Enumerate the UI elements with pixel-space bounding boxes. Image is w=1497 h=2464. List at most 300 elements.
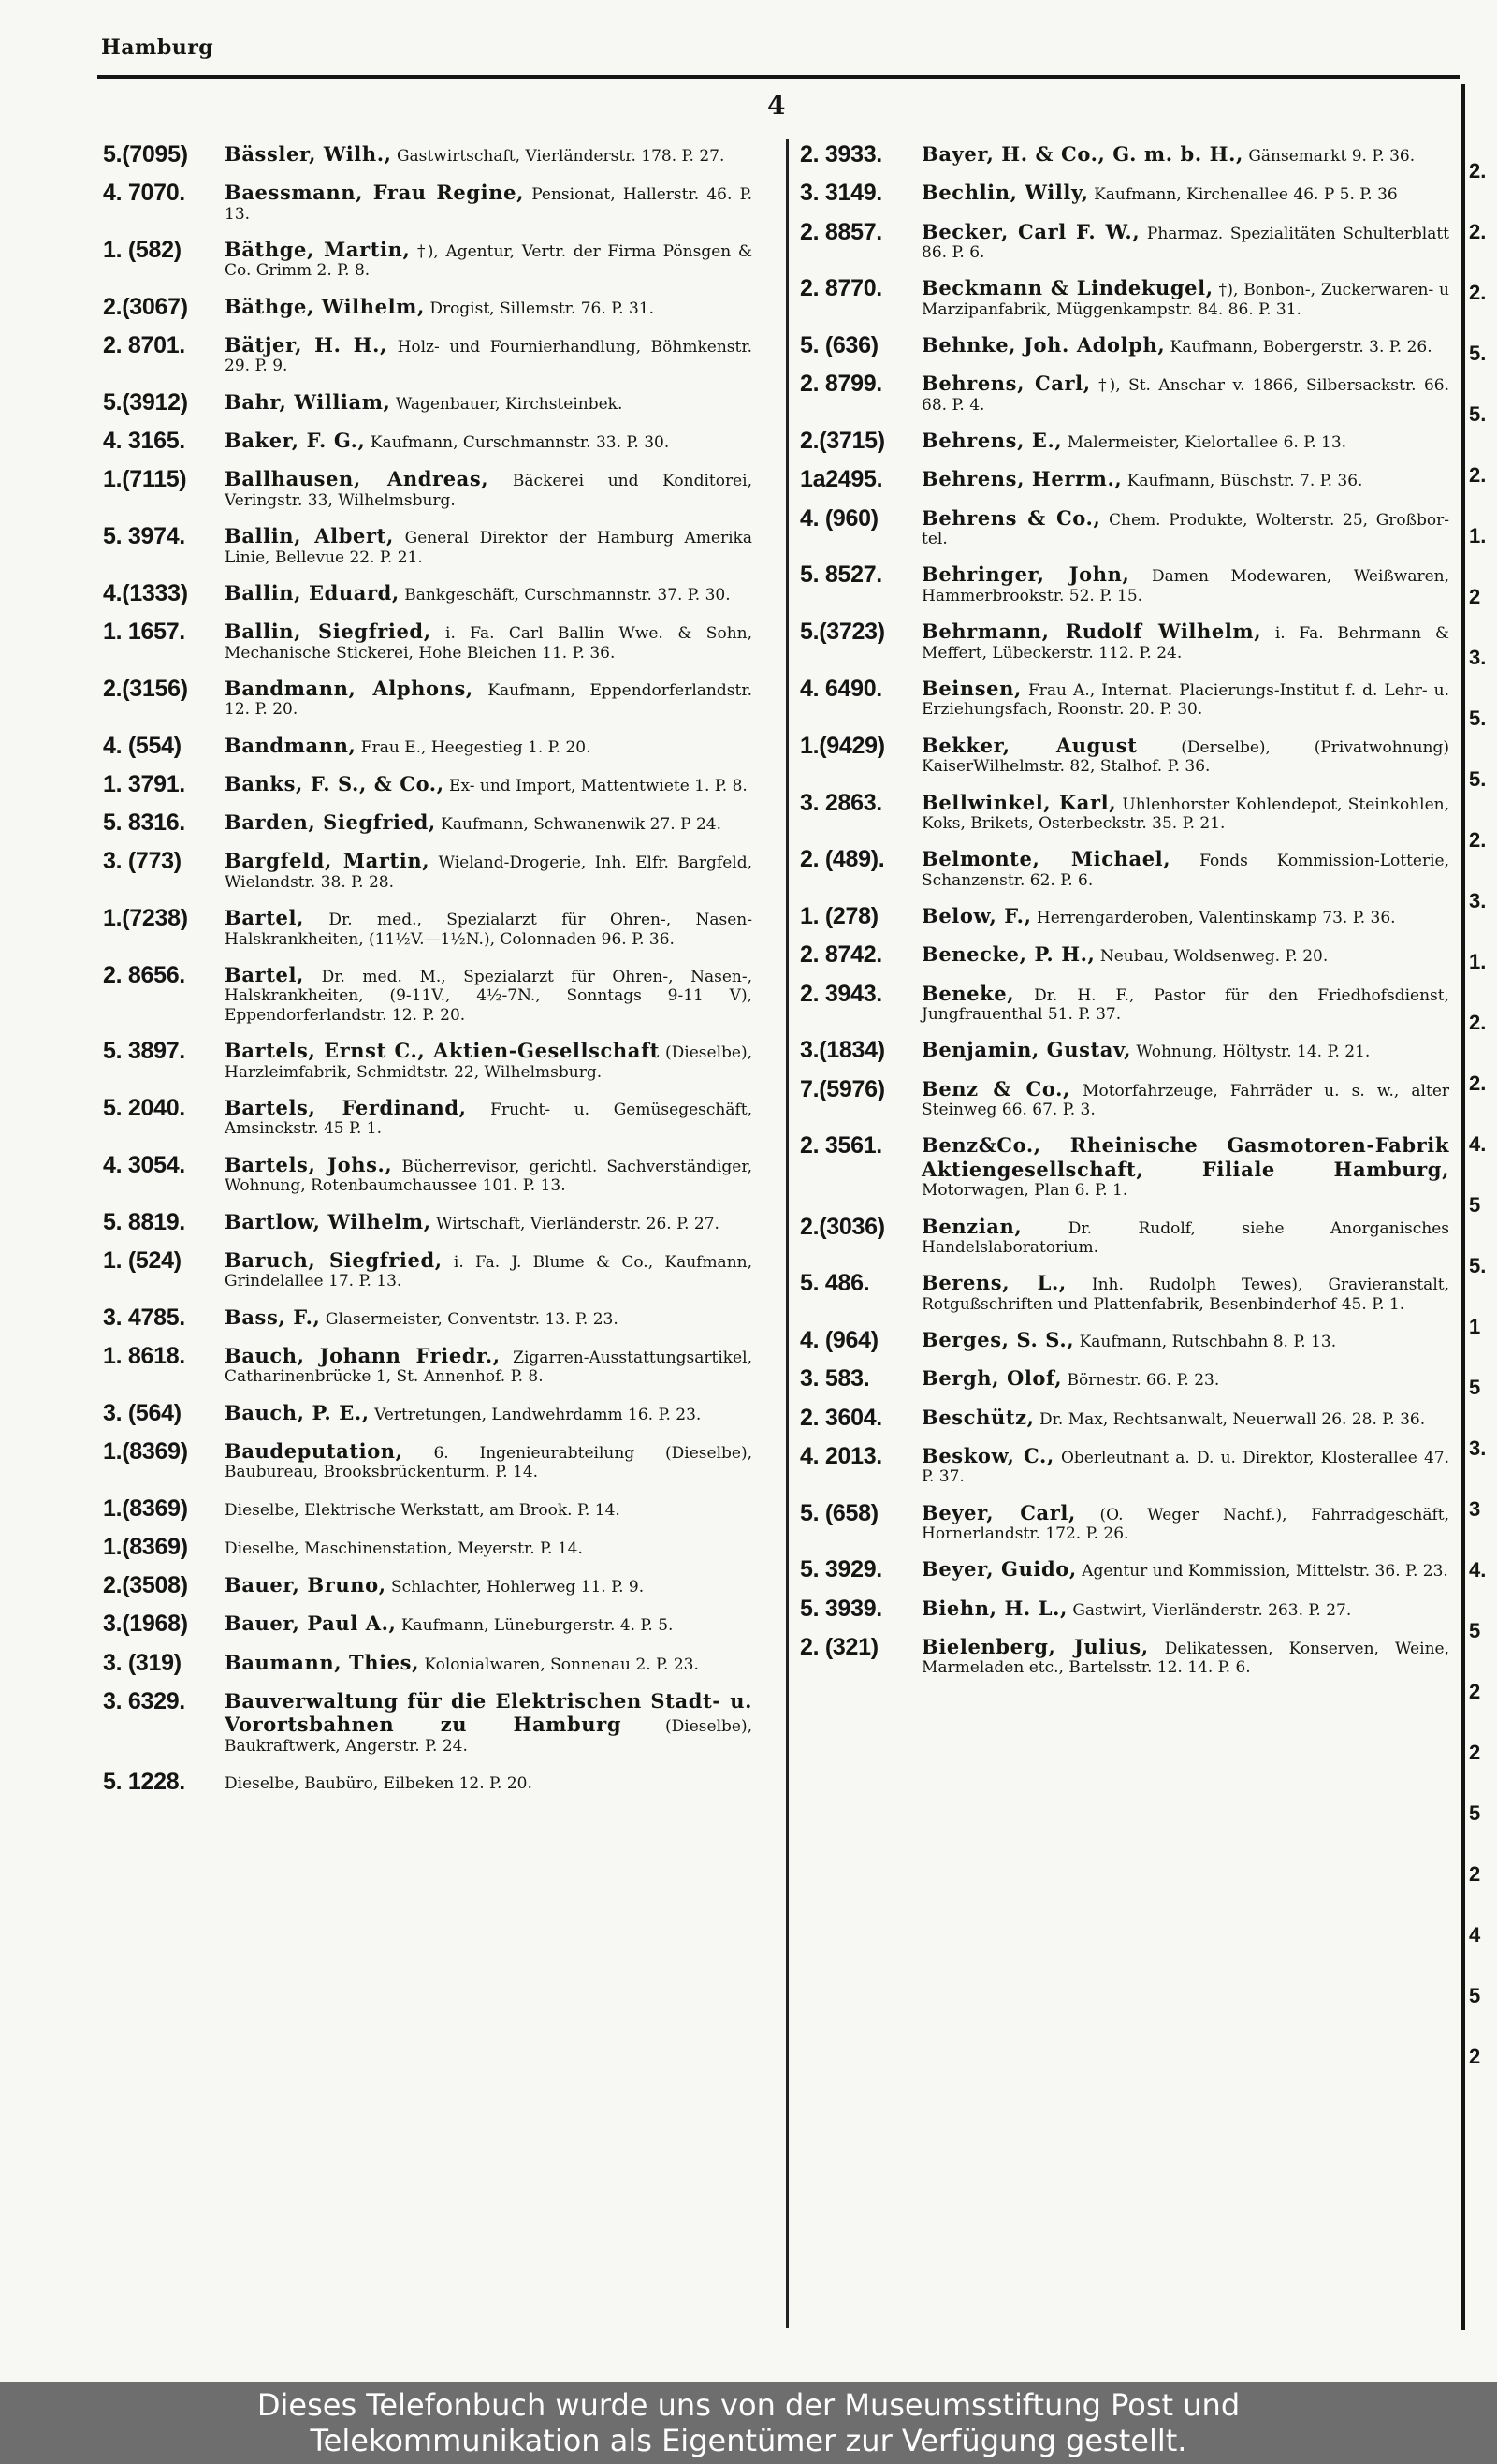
right-column — [800, 142, 1455, 1692]
phone-number: 5. (636) — [800, 332, 879, 359]
subscriber-detail: Dr. med., Spezialarzt für Ohren-, Nasen- Halskrankheiten, (11½V.—1½N.), Colonnaden 96. P. 36. — [225, 911, 753, 949]
directory-entry — [103, 1401, 758, 1425]
adjacent-page-number: 2 — [1469, 1741, 1481, 1764]
adjacent-page-number: 2 — [1469, 1862, 1481, 1886]
subscriber-name: Bätjer, H. H., — [225, 333, 387, 357]
subscriber-name: Becker, Carl F. W., — [922, 219, 1141, 243]
directory-entry — [800, 1366, 1455, 1391]
phone-number: 5. 3897. — [103, 1038, 185, 1065]
subscriber-detail: Damen Modewaren, Weißwaren, Hammerbrookstr. 52. P. 15. — [922, 567, 1449, 605]
adjacent-page-number: 3 — [1469, 1497, 1481, 1521]
subscriber-detail: Neubau, Woldsenweg. P. 20. — [1099, 947, 1329, 967]
phone-number: 1. (524) — [103, 1247, 182, 1274]
phone-number: 2. 8857. — [800, 218, 882, 245]
subscriber-name: Behrens, Herrm., — [922, 467, 1123, 491]
adjacent-page-number: 4. — [1469, 1132, 1487, 1156]
directory-entry — [800, 904, 1455, 928]
subscriber-detail: Ex- und Import, Mattentwiete 1. P. 8. — [449, 776, 748, 795]
entry-text — [922, 1038, 1455, 1061]
phone-number: 4. (554) — [103, 732, 182, 759]
subscriber-detail: Schlachter, Hohlerweg 11. P. 9. — [391, 1578, 645, 1597]
entry-text — [225, 620, 758, 663]
phone-number: 2. 8742. — [800, 941, 882, 969]
entry-text — [225, 1039, 758, 1082]
phone-number: 2. 8656. — [103, 962, 185, 989]
subscriber-name: Bäthge, Wilhelm, — [225, 294, 425, 318]
phone-number: 2. 3604. — [800, 1404, 882, 1431]
entry-text — [225, 390, 758, 414]
adjacent-page-numbers — [1469, 159, 1497, 2106]
entry-text — [922, 620, 1455, 663]
subscriber-detail: Dieselbe, Maschinenstation, Meyerstr. P. 14. — [225, 1538, 583, 1558]
subscriber-detail: Herrengarderoben, Valentinskamp 73. P. 36. — [1036, 909, 1396, 928]
adjacent-page-number: 2 — [1469, 2045, 1481, 2068]
entry-text — [922, 1501, 1455, 1544]
subscriber-name: Beinsen, — [922, 676, 1022, 700]
subscriber-name: Bandmann, Alphons, — [225, 676, 473, 700]
entry-text — [922, 181, 1455, 204]
subscriber-name: Ballin, Eduard, — [225, 580, 400, 605]
phone-number: 2.(3156) — [103, 675, 188, 702]
subscriber-name: Baker, F. G., — [225, 429, 366, 453]
subscriber-name: Bauch, P. E., — [225, 1400, 370, 1424]
directory-entry — [103, 1573, 758, 1597]
subscriber-name: Beyer, Guido, — [922, 1557, 1077, 1582]
subscriber-detail: Dieselbe, Baubüro, Eilbeken 12. P. 20. — [225, 1774, 532, 1794]
phone-number: 2.(3508) — [103, 1572, 188, 1599]
entry-text — [922, 1271, 1455, 1314]
subscriber-name: Berens, L., — [922, 1271, 1067, 1295]
subscriber-detail: Kaufmann, Kirchenallee 46. P 5. P. 36 — [1094, 185, 1398, 205]
subscriber-detail: Bankgeschäft, Curschmannstr. 37. P. 30. — [404, 585, 731, 605]
entry-text — [225, 524, 758, 567]
subscriber-detail: Gastwirt, Vierländerstr. 263. P. 27. — [1072, 1600, 1352, 1620]
subscriber-detail: Gänsemarkt 9. P. 36. — [1248, 147, 1416, 166]
entry-text — [922, 333, 1455, 357]
subscriber-detail: (O. Weger Nachf.), Fahrradgeschäft, Hornerlandstr. 172. P. 26. — [922, 1505, 1449, 1544]
subscriber-detail: i. Fa. J. Blume & Co., Kaufmann, Grindelallee 17. P. 13. — [225, 1252, 752, 1291]
directory-entry — [800, 562, 1455, 605]
subscriber-detail: (Derselbe), (Privatwohnung) KaiserWilhelmstr. 82, Stalhof. P. 36. — [922, 737, 1450, 777]
subscriber-name: Benjamin, Gustav, — [922, 1038, 1132, 1062]
directory-entry — [103, 1305, 758, 1330]
subscriber-name: Beschütz, — [922, 1405, 1035, 1429]
phone-number: 4. 6490. — [800, 675, 882, 702]
entry-text — [225, 1248, 758, 1291]
entry-text — [225, 906, 758, 949]
entry-text — [922, 677, 1455, 720]
footer-line-2: Telekommunikation als Eigentümer zur Verfügung gestellt. — [310, 2423, 1187, 2458]
directory-entry — [800, 1038, 1455, 1062]
entry-text — [922, 467, 1455, 490]
entry-text — [225, 1496, 758, 1520]
subscriber-detail: Börnestr. 66. P. 23. — [1067, 1371, 1220, 1391]
entry-text — [922, 734, 1455, 777]
directory-entry — [103, 524, 758, 567]
subscriber-name: Beyer, Carl, — [922, 1500, 1076, 1524]
directory-entry — [800, 847, 1455, 890]
directory-entry — [103, 677, 758, 720]
phone-number: 4. 3054. — [103, 1151, 185, 1178]
subscriber-name: Benz&Co., Rheinische Gasmotoren-Fabrik Aktiengesellschaft, Filiale Hamburg, — [922, 1133, 1449, 1181]
entry-text — [225, 1344, 758, 1387]
subscriber-detail: Zigarren-Ausstattungsartikel, Catharinenbrücke 1, St. Annenhof. P. 8. — [225, 1348, 752, 1387]
subscriber-name: Bauer, Bruno, — [225, 1573, 386, 1597]
entry-text — [225, 810, 758, 834]
adjacent-page-number: 2 — [1469, 585, 1481, 608]
entry-text — [922, 220, 1455, 263]
subscriber-detail: †), Agentur, Vertr. der Firma Pönsgen & Co. Grimm 2. P. 8. — [225, 242, 752, 281]
phone-number: 2. (321) — [800, 1633, 879, 1660]
directory-entry — [800, 429, 1455, 453]
phone-number: 5. 3929. — [800, 1556, 882, 1583]
subscriber-detail: Kaufmann, Rutschbahn 8. P. 13. — [1079, 1333, 1337, 1352]
directory-entry — [103, 963, 758, 1025]
adjacent-page-number: 2. — [1469, 281, 1487, 304]
directory-entry — [800, 734, 1455, 777]
phone-number: 1.(9429) — [800, 732, 885, 759]
phone-number: 5. 3974. — [103, 523, 185, 550]
subscriber-detail: †), St. Anschar v. 1866, Silbersackstr. 66. 68. P. 4. — [922, 376, 1449, 415]
adjacent-page-number: 5 — [1469, 1984, 1481, 2007]
subscriber-name: Barden, Siegfried, — [225, 810, 436, 835]
entry-text — [225, 1153, 758, 1196]
directory-entry — [103, 772, 758, 796]
subscriber-name: Beneke, — [922, 981, 1015, 1005]
directory-entry — [103, 810, 758, 835]
subscriber-detail: Kolonialwaren, Sonnenau 2. P. 23. — [424, 1655, 699, 1674]
header-rule — [97, 75, 1460, 79]
subscriber-detail: Wagenbauer, Kirchsteinbek. — [395, 394, 623, 414]
subscriber-detail: Drogist, Sillemstr. 76. P. 31. — [429, 299, 655, 318]
subscriber-name: Ballhausen, Andreas, — [225, 467, 489, 491]
phone-number: 2.(3715) — [800, 428, 885, 455]
phone-number: 1. 3791. — [103, 770, 185, 797]
entry-text — [922, 1444, 1455, 1487]
phone-number: 1. 8618. — [103, 1342, 185, 1369]
adjacent-page-number: 3. — [1469, 646, 1487, 669]
phone-number: 3. (319) — [103, 1649, 182, 1676]
directory-entry — [103, 849, 758, 892]
entry-text — [922, 1133, 1455, 1200]
subscriber-detail: †), Bonbon-, Zuckerwaren- u Marzipanfabrik, Müggenkampstr. 84. 86. P. 31. — [922, 281, 1449, 319]
phone-number: 4. 3165. — [103, 428, 185, 455]
subscriber-detail: Motorfahrzeuge, Fahrräder u. s. w., alter Steinweg 66. 67. P. 3. — [922, 1081, 1450, 1119]
adjacent-page-number: 5 — [1469, 1193, 1481, 1217]
directory-entry — [103, 429, 758, 453]
subscriber-detail: Kaufmann, Lüneburgerstr. 4. P. 5. — [400, 1616, 674, 1636]
phone-number: 5. 8527. — [800, 561, 882, 589]
entry-text — [225, 1305, 758, 1329]
phone-number: 3.(1834) — [800, 1037, 885, 1064]
subscriber-detail: i. Fa. Carl Ballin Wwe. & Sohn, Mechanische Stickerei, Hohe Bleichen 11. P. 36. — [225, 624, 752, 663]
subscriber-detail: i. Fa. Behrmann & Meffert, Lübeckerstr. 112. P. 24. — [922, 624, 1449, 663]
page-number: 4 — [767, 90, 786, 121]
phone-number: 3. (564) — [103, 1399, 182, 1426]
directory-entry — [800, 1328, 1455, 1352]
directory-entry — [800, 181, 1455, 205]
phone-number: 3. 583. — [800, 1365, 870, 1392]
subscriber-detail: Kaufmann, Bobergerstr. 3. P. 26. — [1170, 338, 1432, 357]
entry-text — [922, 142, 1455, 166]
entry-text — [922, 1596, 1455, 1620]
subscriber-detail: Pensionat, Hallerstr. 46. P. 13. — [225, 185, 752, 224]
subscriber-name: Below, F., — [922, 904, 1032, 928]
directory-entry — [800, 1406, 1455, 1430]
adjacent-page-number: 5. — [1469, 342, 1487, 365]
phone-number: 5. 1228. — [103, 1769, 185, 1796]
subscriber-name: Bandmann, — [225, 733, 356, 757]
subscriber-name: Behrmann, Rudolf Wilhelm, — [922, 620, 1262, 644]
subscriber-detail: Bücherrevisor, gerichtl. Sachverständiger, Wohnung, Rotenbaumchaussee 101. P. 13. — [225, 1157, 753, 1196]
directory-entry — [800, 620, 1455, 663]
phone-number: 2. (489). — [800, 846, 885, 873]
entry-text — [922, 791, 1455, 834]
entry-text — [225, 1401, 758, 1424]
subscriber-detail: Gastwirtschaft, Vierländerstr. 178. P. 27. — [396, 147, 725, 166]
entry-text — [922, 1215, 1455, 1258]
phone-number: 3. 6329. — [103, 1687, 185, 1714]
phone-number: 1.(8369) — [103, 1533, 188, 1560]
subscriber-detail: Inh. Rudolph Tewes), Gravieranstalt, Rotgußschriften und Plattenfabrik, Besenbinderhof 45. P. 1. — [922, 1276, 1449, 1314]
directory-entry — [800, 276, 1455, 319]
directory-entry — [103, 1535, 758, 1559]
directory-entry — [103, 467, 758, 510]
subscriber-name: Behringer, John, — [922, 562, 1130, 587]
entry-text — [225, 1689, 758, 1756]
phone-number: 2.(3036) — [800, 1213, 885, 1240]
subscriber-name: Bass, F., — [225, 1305, 321, 1329]
subscriber-name: Belmonte, Michael, — [922, 847, 1171, 871]
directory-entry — [103, 581, 758, 605]
directory-entry — [800, 506, 1455, 549]
entry-text — [225, 581, 758, 605]
directory-entry — [103, 734, 758, 758]
subscriber-name: Beckmann & Lindekugel, — [922, 276, 1214, 300]
directory-entry — [800, 1596, 1455, 1621]
subscriber-name: Bellwinkel, Karl, — [922, 790, 1117, 814]
entry-text — [922, 506, 1455, 549]
subscriber-detail: Pharmaz. Spezialitäten Schulterblatt 86. P. 6. — [922, 224, 1449, 262]
adjacent-page-number: 2 — [1469, 1680, 1481, 1703]
directory-entry — [103, 1770, 758, 1794]
phone-number: 5. 2040. — [103, 1094, 185, 1121]
directory-entry — [800, 1557, 1455, 1582]
subscriber-detail: Frucht- u. Gemüsegeschäft, Amsinckstr. 45 P. 1. — [225, 1100, 753, 1139]
phone-number: 2. 3561. — [800, 1132, 882, 1159]
adjacent-page-number: 2. — [1469, 220, 1487, 243]
subscriber-detail: Oberleutnant a. D. u. Direktor, Klosterallee 47. P. 37. — [922, 1448, 1449, 1487]
phone-number: 2. 8701. — [103, 332, 185, 359]
subscriber-name: Bechlin, Willy, — [922, 181, 1089, 205]
adjacent-page-number: 4 — [1469, 1923, 1481, 1946]
subscriber-name: Behrens, Carl, — [922, 372, 1091, 396]
subscriber-detail: Delikatessen, Konserven, Weine, Marmeladen etc., Bartelsstr. 12. 14. P. 6. — [922, 1639, 1449, 1678]
subscriber-name: Beskow, C., — [922, 1443, 1054, 1467]
entry-text — [922, 1557, 1455, 1581]
subscriber-detail: (Dieselbe), Harzleimfabrik, Schmidtstr. 22, Wilhelmsburg. — [225, 1043, 753, 1082]
phone-number: 1a2495. — [800, 466, 883, 493]
subscriber-name: Baumann, Thies, — [225, 1650, 419, 1674]
entry-text — [922, 1406, 1455, 1429]
subscriber-detail: General Direktor der Hamburg Amerika Linie, Bellevue 22. P. 21. — [225, 529, 752, 567]
phone-number: 3. 4785. — [103, 1304, 185, 1331]
subscriber-name: Baudeputation, — [225, 1438, 403, 1463]
subscriber-name: Bahr, William, — [225, 389, 391, 414]
phone-number: 4.(1333) — [103, 579, 188, 606]
phone-number: 5.(7095) — [103, 141, 188, 168]
subscriber-name: Bartels, Johs., — [225, 1152, 393, 1176]
subscriber-detail: Uhlenhorster Kohlendepot, Steinkohlen, Koks, Brikets, Osterbeckstr. 35. P. 21. — [922, 795, 1450, 833]
entry-text — [225, 1573, 758, 1596]
subscriber-name: Benecke, P. H., — [922, 942, 1096, 967]
phone-number: 4. 2013. — [800, 1442, 882, 1469]
adjacent-page-number: 5 — [1469, 1801, 1481, 1825]
phone-number: 7.(5976) — [800, 1075, 885, 1102]
directory-entry — [103, 1651, 758, 1675]
subscriber-name: Bässler, Wilh., — [225, 142, 392, 166]
entry-text — [922, 1077, 1455, 1120]
subscriber-name: Bartel, — [225, 906, 304, 930]
directory-entry — [800, 142, 1455, 167]
subscriber-detail: Chem. Produkte, Wolterstr. 25, Großbor-tel. — [922, 510, 1450, 548]
entry-text — [225, 295, 758, 318]
subscriber-detail: Malermeister, Kielortallee 6. P. 13. — [1067, 433, 1347, 453]
adjacent-page-number: 5. — [1469, 767, 1487, 791]
subscriber-name: Bauverwaltung für die Elektrischen Stadt- u. Vorortsbahnen zu Hamburg — [225, 1688, 752, 1737]
phone-number: 4. (960) — [800, 504, 879, 532]
phone-number: 3. 2863. — [800, 789, 882, 816]
phone-number: 3.(1968) — [103, 1611, 188, 1638]
phone-number: 1.(8369) — [103, 1494, 188, 1522]
entry-text — [225, 1651, 758, 1674]
subscriber-name: Bayer, H. & Co., G. m. b. H., — [922, 142, 1243, 166]
directory-entry — [103, 620, 758, 663]
entry-text — [922, 1328, 1455, 1351]
entry-text — [225, 677, 758, 720]
entry-text — [922, 1366, 1455, 1390]
adjacent-page-rule — [1461, 84, 1465, 2330]
subscriber-detail: Dieselbe, Elektrische Werkstatt, am Brook. P. 14. — [225, 1500, 620, 1520]
entry-text — [225, 1439, 758, 1482]
directory-entry — [800, 467, 1455, 491]
subscriber-detail: Holz- und Fournierhandlung, Böhmkenstr. 29. P. 9. — [225, 338, 752, 376]
directory-entry — [103, 295, 758, 319]
subscriber-name: Bartels, Ferdinand, — [225, 1095, 467, 1119]
subscriber-name: Behrens, E., — [922, 429, 1063, 453]
entry-text — [922, 1635, 1455, 1678]
entry-text — [225, 333, 758, 376]
phone-number: 5. 3939. — [800, 1595, 882, 1622]
adjacent-page-number: 5 — [1469, 1619, 1481, 1642]
adjacent-page-number: 1. — [1469, 950, 1487, 973]
directory-entry — [800, 1215, 1455, 1258]
directory-entry — [103, 1611, 758, 1636]
phone-number: 1. 1657. — [103, 619, 185, 646]
subscriber-name: Bartel, — [225, 963, 304, 987]
subscriber-detail: Frau A., Internat. Placierungs-Institut f. d. Lehr- u. Erziehungsfach, Roonstr. 20. P. 30. — [922, 680, 1449, 720]
phone-number: 1.(7238) — [103, 905, 188, 932]
entry-text — [225, 1535, 758, 1558]
directory-entry — [800, 1077, 1455, 1120]
subscriber-detail: 6. Ingenieurabteilung (Dieselbe), Baubureau, Brooksbrückenturm. P. 14. — [225, 1443, 752, 1482]
subscriber-name: Berges, S. S., — [922, 1328, 1075, 1352]
entry-text — [922, 429, 1455, 452]
subscriber-name: Bauch, Johann Friedr., — [225, 1343, 501, 1367]
subscriber-detail: Kaufmann, Büschstr. 7. P. 36. — [1126, 472, 1363, 491]
phone-number: 5.(3912) — [103, 388, 188, 416]
subscriber-detail: Dr. Max, Rechtsanwalt, Neuerwall 26. 28. P. 36. — [1039, 1409, 1426, 1429]
directory-entry — [800, 333, 1455, 357]
entry-text — [922, 372, 1455, 415]
phone-number: 2. 8799. — [800, 371, 882, 398]
subscriber-name: Baruch, Siegfried, — [225, 1247, 443, 1272]
entry-text — [922, 276, 1455, 319]
subscriber-detail: Glasermeister, Conventstr. 13. P. 23. — [325, 1309, 618, 1329]
phone-number: 4. (964) — [800, 1327, 879, 1354]
phone-number: 2. 3943. — [800, 980, 882, 1007]
running-head: Hamburg — [101, 36, 214, 60]
subscriber-name: Baessmann, Frau Regine, — [225, 181, 524, 205]
entry-text — [225, 734, 758, 757]
adjacent-page-number: 3. — [1469, 1436, 1487, 1460]
entry-text — [225, 1096, 758, 1139]
directory-entry — [800, 982, 1455, 1025]
phone-number: 1.(7115) — [103, 466, 187, 493]
adjacent-page-number: 5. — [1469, 1254, 1487, 1277]
phone-number: 3. 3149. — [800, 180, 882, 207]
adjacent-page-number: 5. — [1469, 402, 1487, 426]
phone-number: 4. 7070. — [103, 180, 185, 207]
subscriber-detail: Motorwagen, Plan 6. P. 1. — [922, 1181, 1128, 1201]
adjacent-page-edge — [1461, 84, 1497, 2330]
adjacent-page-number: 2. — [1469, 159, 1487, 182]
subscriber-name: Benz & Co., — [922, 1076, 1070, 1101]
adjacent-page-number: 5. — [1469, 707, 1487, 730]
directory-entry — [103, 1496, 758, 1521]
entry-text — [922, 982, 1455, 1025]
phone-number: 2. 3933. — [800, 141, 882, 168]
subscriber-name: Bartels, Ernst C., Aktien-Gesellschaft — [225, 1039, 660, 1063]
entry-text — [922, 942, 1455, 966]
subscriber-name: Ballin, Albert, — [225, 524, 394, 548]
subscriber-name: Bargfeld, Martin, — [225, 849, 430, 873]
directory-entry — [103, 1248, 758, 1291]
subscriber-detail: Vertretungen, Landwehrdamm 16. P. 23. — [374, 1405, 702, 1424]
entry-text — [225, 429, 758, 452]
directory-entry — [800, 1271, 1455, 1314]
phone-number: 5. (658) — [800, 1499, 879, 1526]
directory-entry — [103, 181, 758, 224]
phone-number: 2.(3067) — [103, 293, 188, 320]
phone-number: 5.(3723) — [800, 619, 885, 646]
subscriber-name: Bauer, Paul A., — [225, 1611, 397, 1636]
adjacent-page-number: 1. — [1469, 524, 1487, 547]
directory-entry — [800, 220, 1455, 263]
adjacent-page-number: 2. — [1469, 1072, 1487, 1095]
phone-number: 3. (773) — [103, 848, 182, 875]
entry-text — [225, 963, 758, 1025]
subscriber-name: Banks, F. S., & Co., — [225, 771, 444, 795]
directory-entry — [103, 1439, 758, 1482]
subscriber-detail: Dr. Rudolf, siehe Anorganisches Handelslaboratorium. — [922, 1218, 1449, 1257]
subscriber-detail: Dr. H. F., Pastor für den Friedhofsdienst, Jungfrauenthal 51. P. 37. — [922, 985, 1449, 1024]
directory-entry — [103, 906, 758, 949]
phone-number: 1.(8369) — [103, 1437, 188, 1465]
adjacent-page-number: 2. — [1469, 463, 1487, 487]
directory-entry — [800, 677, 1455, 720]
subscriber-name: Bergh, Olof, — [922, 1366, 1063, 1391]
